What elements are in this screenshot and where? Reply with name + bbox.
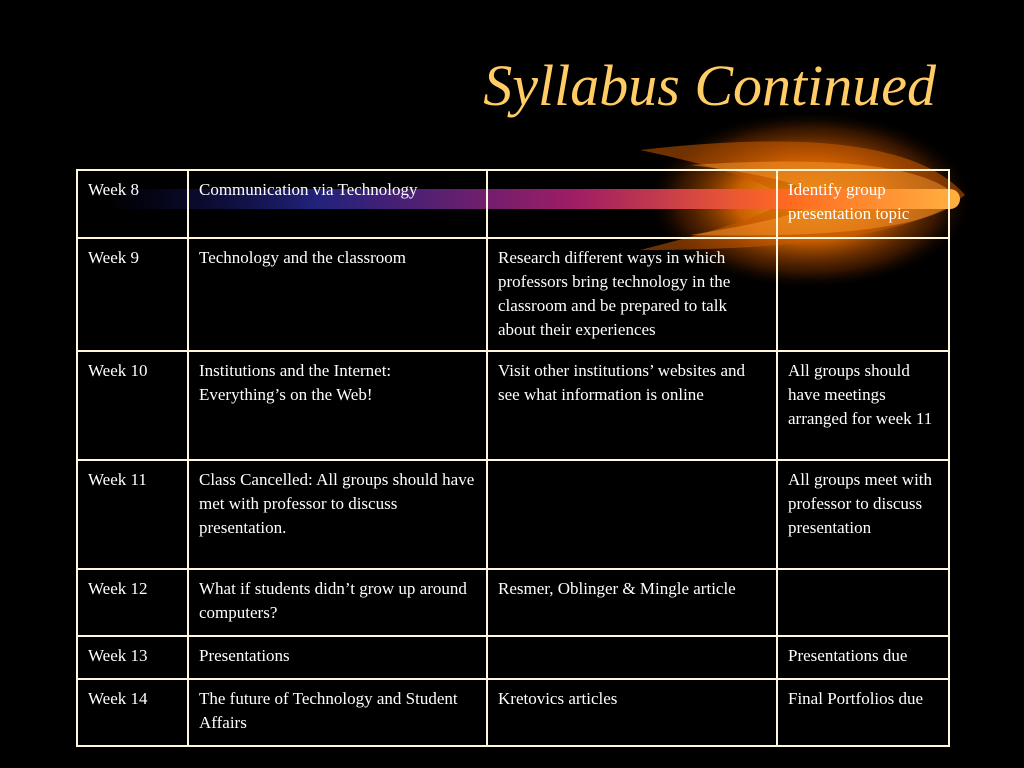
table-row	[77, 351, 949, 460]
table-row	[77, 636, 949, 679]
topic-cell: The future of Technology and Student Affairs	[188, 679, 487, 746]
slide-title: Syllabus Continued	[483, 53, 936, 118]
topic-cell: Presentations	[188, 636, 487, 679]
due-cell: Identify group presentation topic	[777, 170, 949, 238]
topic-cell: Class Cancelled: All groups should have met with professor to discuss presentation.	[188, 460, 487, 569]
table-row	[77, 569, 949, 636]
activity-cell: Kretovics articles	[487, 679, 777, 746]
topic-cell: What if students didn’t grow up around computers?	[188, 569, 487, 636]
week-cell: Week 9	[77, 238, 188, 351]
activity-cell	[487, 170, 777, 238]
syllabus-table	[76, 169, 950, 747]
table-row	[77, 170, 949, 238]
week-cell: Week 11	[77, 460, 188, 569]
week-cell: Week 13	[77, 636, 188, 679]
week-cell: Week 12	[77, 569, 188, 636]
due-cell: All groups should have meetings arranged for week 11	[777, 351, 949, 460]
activity-cell: Resmer, Oblinger & Mingle article	[487, 569, 777, 636]
activity-cell: Visit other institutions’ websites and see what information is online	[487, 351, 777, 460]
table-row	[77, 238, 949, 351]
due-cell: Presentations due	[777, 636, 949, 679]
topic-cell: Technology and the classroom	[188, 238, 487, 351]
activity-cell	[487, 636, 777, 679]
week-cell: Week 10	[77, 351, 188, 460]
due-cell	[777, 238, 949, 351]
week-cell: Week 8	[77, 170, 188, 238]
week-cell: Week 14	[77, 679, 188, 746]
activity-cell	[487, 460, 777, 569]
table-row	[77, 679, 949, 746]
topic-cell: Communication via Technology	[188, 170, 487, 238]
activity-cell: Research different ways in which professors bring technology in the classroom and be prepared to talk about their experiences	[487, 238, 777, 351]
due-cell: Final Portfolios due	[777, 679, 949, 746]
due-cell	[777, 569, 949, 636]
topic-cell: Institutions and the Internet: Everything’s on the Web!	[188, 351, 487, 460]
due-cell: All groups meet with professor to discuss presentation	[777, 460, 949, 569]
table-row	[77, 460, 949, 569]
